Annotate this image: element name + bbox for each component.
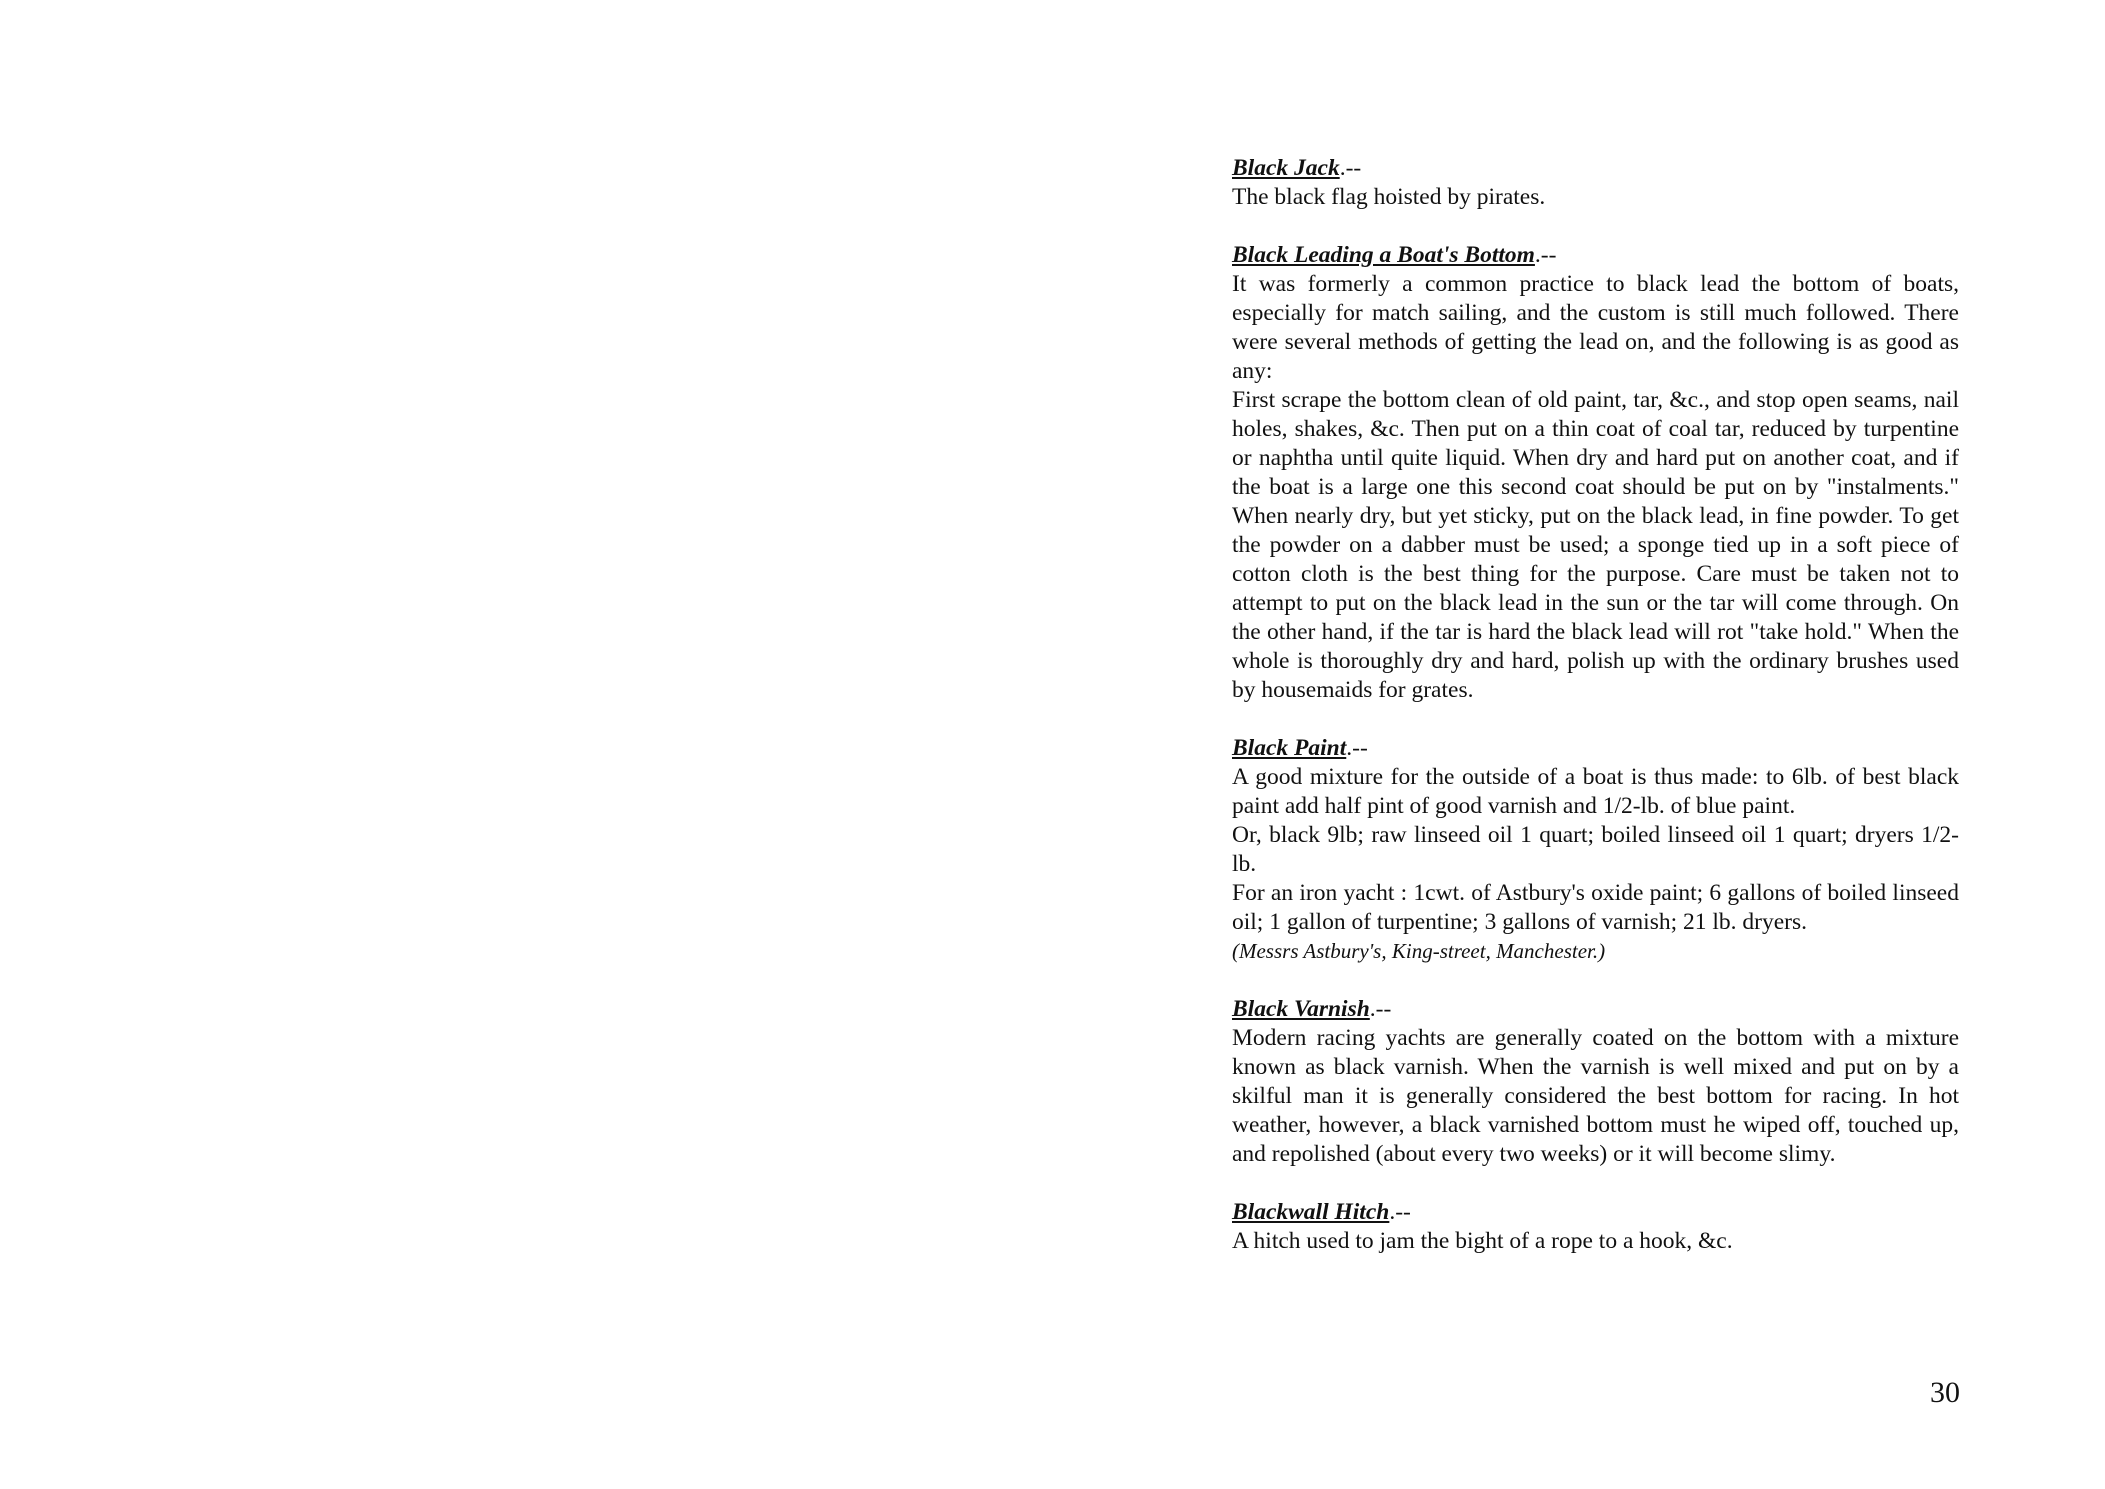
entry-citation-line [1232, 937, 1959, 966]
entry-paragraph: A hitch used to jam the bight of a rope to a hook, &c. [1232, 1228, 1733, 1254]
entry-heading [1232, 734, 1959, 763]
entry-term: Blackwall Hitch [1232, 1199, 1390, 1225]
entry-term-suffix: .-- [1534, 242, 1557, 268]
entry-term-suffix: .-- [1339, 155, 1362, 181]
entry-term: Black Paint [1232, 735, 1347, 761]
entry-paragraph: Modern racing yachts are generally coated on the bottom with a mixture known as black varnish. When the varnish is well mixed and put on by a skilful man it is generally considered the best bottom for racing. In hot weather, however, a black varnished bottom must he wiped off, touched up, and repolished (about every two weeks) or it will become slimy. [1232, 1025, 1959, 1167]
entry-term-suffix: .-- [1389, 1199, 1411, 1225]
entry-black-varnish [1232, 995, 1959, 1169]
entry-term-suffix: .-- [1346, 735, 1368, 761]
entry-heading [1232, 995, 1959, 1024]
entry-paragraph: A good mixture for the outside of a boat is thus made: to 6lb. of best black paint add half pint of good varnish and 1/2-lb. of blue paint. [1232, 764, 1959, 819]
page-number: 30 [1930, 1376, 1960, 1409]
entry-paragraph: The black flag hoisted by pirates. [1232, 184, 1546, 210]
entry-term: Black Leading a Boat's Bottom [1232, 242, 1535, 268]
entry-black-paint [1232, 734, 1959, 966]
entry-heading [1232, 241, 1959, 270]
dictionary-page [1232, 154, 1959, 1285]
entry-paragraph: It was formerly a common practice to black lead the bottom of boats, especially for match sailing, and the custom is still much followed. There were several methods of getting the lead on, and the following is as good as any: [1232, 271, 1959, 384]
entry-term: Black Varnish [1232, 996, 1370, 1022]
entry-paragraph: First scrape the bottom clean of old paint, tar, &c., and stop open seams, nail holes, shakes, &c. Then put on a thin coat of coal tar, reduced by turpentine or naphtha until quite liquid. When dry and hard put on another coat, and if the boat is a large one this second coat should be put on by "instalments." When nearly dry, but yet sticky, put on the black lead, in fine powder. To get the powder on a dabber must be used; a sponge tied up in a soft piece of cotton cloth is the best thing for the purpose. Care must be taken not to attempt to put on the black lead in the sun or the tar will come through. On the other hand, if the tar is hard the black lead will rot "take hold." When the whole is thoroughly dry and hard, polish up with the ordinary brushes used by housemaids for grates. [1232, 387, 1959, 703]
entry-black-jack [1232, 154, 1959, 212]
entry-paragraph: For an iron yacht : 1cwt. of Astbury's oxide paint; 6 gallons of boiled linseed oil; 1 gallon of turpentine; 3 gallons of varnish; 21 lb. dryers. [1232, 880, 1959, 935]
entry-heading [1232, 1198, 1959, 1227]
entry-blackwall-hitch [1232, 1198, 1959, 1256]
entry-black-leading [1232, 241, 1959, 705]
entry-term-suffix: .-- [1369, 996, 1392, 1022]
entry-term: Black Jack [1232, 155, 1340, 181]
entry-heading [1232, 154, 1959, 183]
entry-paragraph: Or, black 9lb; raw linseed oil 1 quart; boiled linseed oil 1 quart; dryers 1/2-lb. [1232, 822, 1959, 877]
entry-citation: (Messrs Astbury's, King-street, Manchester.) [1232, 939, 1606, 963]
